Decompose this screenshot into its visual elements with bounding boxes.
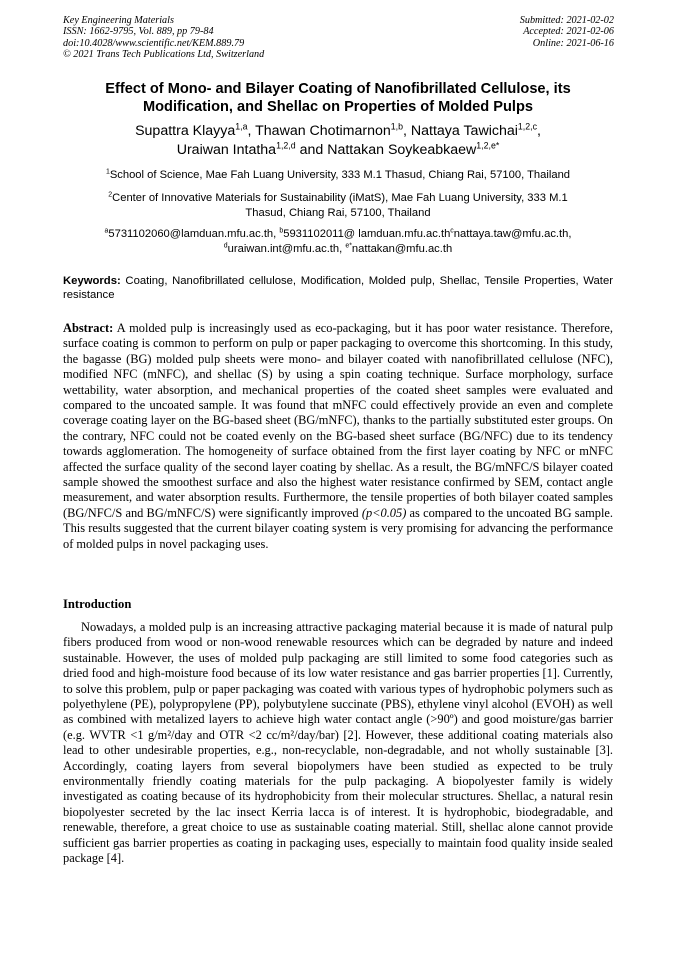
author-name: Nattaya Tawichai — [410, 123, 518, 139]
online-date: Online: 2021-06-16 — [532, 37, 614, 49]
abstract-p-value: (p<0.05) — [361, 505, 407, 520]
email-link[interactable]: 5731102060@lamduan.mfu.ac.th, — [108, 228, 280, 240]
email-mark: d — [223, 241, 228, 249]
author-affiliation-mark: 1,2,c — [517, 121, 537, 132]
journal-issn: ISSN: 1662-9795, Vol. 889, pp 79-84 — [63, 26, 214, 38]
author-name: Thawan Chotimarnon — [255, 123, 391, 139]
affiliation-text: Center of Innovative Materials for Sustainability (iMatS), Mae Fah Luang University, 333 M.1 — [112, 192, 568, 204]
abstract-text-cont: as compared to the uncoated BG sample. This results suggested that the current bilayer coating system is very promising for advancing the performance of molded pulps in novel packaging uses. — [63, 505, 613, 551]
journal-doi: doi:10.4028/www.scientific.net/KEM.889.79 — [63, 37, 245, 49]
affiliation-number: 2 — [108, 191, 113, 199]
affiliation-2 — [63, 191, 613, 220]
author-affiliation-mark: 1,2,d — [276, 140, 296, 151]
email-link[interactable]: nattakan@mfu.ac.th — [351, 242, 453, 255]
email-mark: e* — [345, 241, 352, 249]
author-name: Nattakan Soykeabkaew — [327, 142, 477, 158]
affiliation-1 — [63, 168, 613, 183]
introduction-heading: Introduction — [63, 597, 132, 611]
author-affiliation-mark: 1,2,e* — [476, 140, 500, 151]
paper-title — [63, 80, 613, 116]
author-and: and — [295, 142, 328, 158]
keywords-label: Keywords: — [63, 275, 121, 287]
submitted-date: Submitted: 2021-02-02 — [519, 15, 614, 26]
abstract — [63, 321, 613, 552]
submission-dates — [520, 15, 614, 49]
author-affiliation-mark: 1,a — [235, 121, 248, 132]
author-separator: , — [403, 123, 411, 139]
email-link[interactable]: 5931102011@ lamduan.mfu.ac.th — [283, 228, 451, 240]
abstract-label: Abstract: — [63, 321, 114, 335]
abstract-text: A molded pulp is increasingly used as eco-packaging, but it has poor water resistance. Therefore, surface coating is common to perform on pulp or paper packaging to overcome this shortcoming. In this study, the bagasse (BG) molded pulp sheets were mono- and bilayer coated with nanofibrillated cellulose (NFC), modified NFC (mNFC), and shellac (S) by using a spin coating technique. Surface morphology, surface wettability, water absorption, and mechanical properties of the coated sheet samples were evaluated and compared to the uncoated sample. It was found that mNFC could effectively provide an even and complete coverage coating layer on the BG-based sheet (BG/mNFC), thanks to the partially substituted ester groups. On the contrary, NFC could not be coated evenly on the BG-based sheet surface (BG/NFC) due to its tendency towards agglomeration. The homogeneity of surface obtained from the first layer coating by NFC or mNFC affected the surface quality of the second layer coating by shellac. As a result, the BG/mNFC/S bilayer coated sample showed the smoothest surface and also the highest water resistance confirmed by SEM, contact angle measurement, and water absorption results. Furthermore, the tensile properties of both bilayer coated samples (BG/NFC/S and BG/mNFC/S) were significantly improved — [63, 321, 613, 520]
journal-name: Key Engineering Materials — [63, 15, 174, 26]
email-link[interactable]: uraiwan.int@mfu.ac.th, — [227, 242, 346, 255]
author-name: Supattra Klayya — [135, 123, 236, 139]
author-name: Uraiwan Intatha — [176, 142, 277, 158]
affiliation-text-cont: Thasud, Chiang Rai, 57100, Thailand — [245, 206, 431, 219]
keywords — [63, 274, 613, 302]
accepted-date: Accepted: 2021-02-06 — [523, 26, 614, 38]
author-separator: , — [536, 123, 541, 139]
author-separator: , — [247, 123, 256, 139]
email-mark: c — [450, 227, 454, 235]
author-list — [63, 122, 613, 160]
email-mark: b — [279, 227, 284, 235]
email-link[interactable]: nattaya.taw@mfu.ac.th, — [453, 228, 572, 240]
journal-info — [63, 15, 264, 61]
email-mark: a — [104, 227, 109, 235]
introduction-paragraph: Nowadays, a molded pulp is an increasing attractive packaging material because it is made of natural pulp fibers produced from wood or non-wood renewable resources which can be degraded by nature and indeed sustainable. However, the uses of molded pulp packaging are still limited to some food categories such as dried food and high-moisture food because of its low water resistance and gas barrier properties [1]. Currently, to solve this problem, pulp or paper packaging was coated with various types of hydrophobic polymers such as polyethylene (PE), polypropylene (PP), polybutylene succinate (PBS), ethylene vinyl alcohol (EVOH) as well as combined with metalized layers to achieve high water contact angle (>90º) and good moisture/gas barrier (e.g. WVTR <1 g/m²/day and OTR <2 cc/m²/day/bar) [2]. However, these additional coating materials also lead to other undesirable properties, e.g., non-recyclable, non-degradable, and not wholly sustainable [3]. Accordingly, coating layers from several biopolymers have been studied as expected to be truly environmentally friendly coating materials for the pulp packaging. A biopolyester family is widely investigated as coating because of its hydrophobicity from their molecular structures. Shellac, a natural resin biopolyester secreted by the lac insect Kerria lacca is of interest. It is hydrophobic, biodegradable, and renewable, therefore, a great choice to use as sustainable coating material. Still, shellac alone cannot provide sufficient gas barrier properties as coating in packaging uses, especially to maintain food quality inside sealed package [4]. — [63, 620, 613, 866]
title-line-2: Modification, and Shellac on Properties of Molded Pulps — [142, 99, 533, 115]
affiliation-number: 1 — [105, 168, 110, 176]
author-affiliation-mark: 1,b — [390, 121, 403, 132]
affiliation-text: School of Science, Mae Fah Luang University, 333 M.1 Thasud, Chiang Rai, 57100, Thailand — [109, 169, 571, 181]
journal-copyright: © 2021 Trans Tech Publications Ltd, Switzerland — [63, 49, 265, 61]
keywords-text: Coating, Nanofibrillated cellulose, Modification, Molded pulp, Shellac, Tensile Properties, Water resistance — [63, 275, 613, 302]
title-line-1: Effect of Mono- and Bilayer Coating of Nanofibrillated Cellulose, its — [105, 81, 571, 97]
author-emails — [63, 227, 613, 256]
